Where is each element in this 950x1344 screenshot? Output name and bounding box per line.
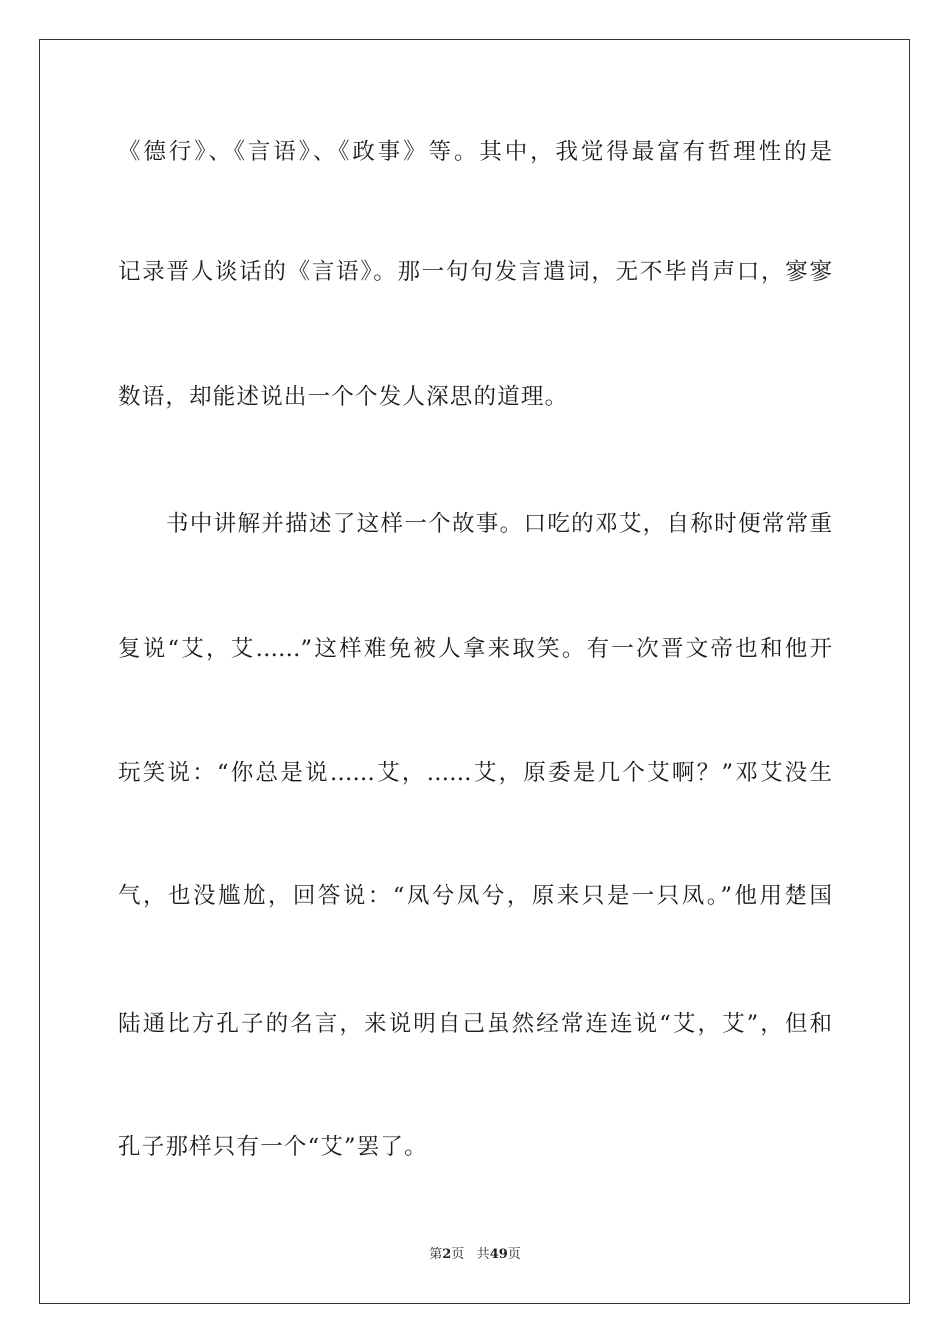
total-pages: 49 [489, 1247, 508, 1262]
text-line-5: 复说“艾，艾……”这样难免被人拿来取笑。有一次晋文帝也和他开 [118, 636, 832, 662]
page-border [39, 39, 910, 1304]
text-line-3: 数语，却能述说出一个个发人深思的道理。 [118, 384, 569, 410]
page-number: 2 [442, 1247, 452, 1262]
page-suffix: 页 [451, 1247, 465, 1262]
text-line-8: 陆通比方孔子的名言，来说明自己虽然经常连连说“艾，艾”，但和 [118, 1011, 832, 1037]
text-line-4: 书中讲解并描述了这样一个故事。口吃的邓艾，自称时便常常重 [166, 511, 832, 537]
page-prefix: 第 [429, 1247, 443, 1262]
text-line-9: 孔子那样只有一个“艾”罢了。 [118, 1134, 428, 1160]
total-prefix: 共 [476, 1247, 490, 1262]
text-line-2: 记录晋人谈话的《言语》。那一句句发言遣词，无不毕肖声口，寥寥 [118, 259, 832, 285]
page-footer [0, 1247, 950, 1263]
text-line-1: 《德行》、《言语》、《政事》等。其中，我觉得最富有哲理性的是 [118, 139, 832, 165]
text-line-6: 玩笑说：“你总是说……艾，……艾，原委是几个艾啊？”邓艾没生 [118, 760, 832, 786]
total-suffix: 页 [507, 1247, 521, 1262]
text-line-7: 气，也没尴尬，回答说：“凤兮凤兮，原来只是一只凤。”他用楚国 [118, 883, 832, 909]
